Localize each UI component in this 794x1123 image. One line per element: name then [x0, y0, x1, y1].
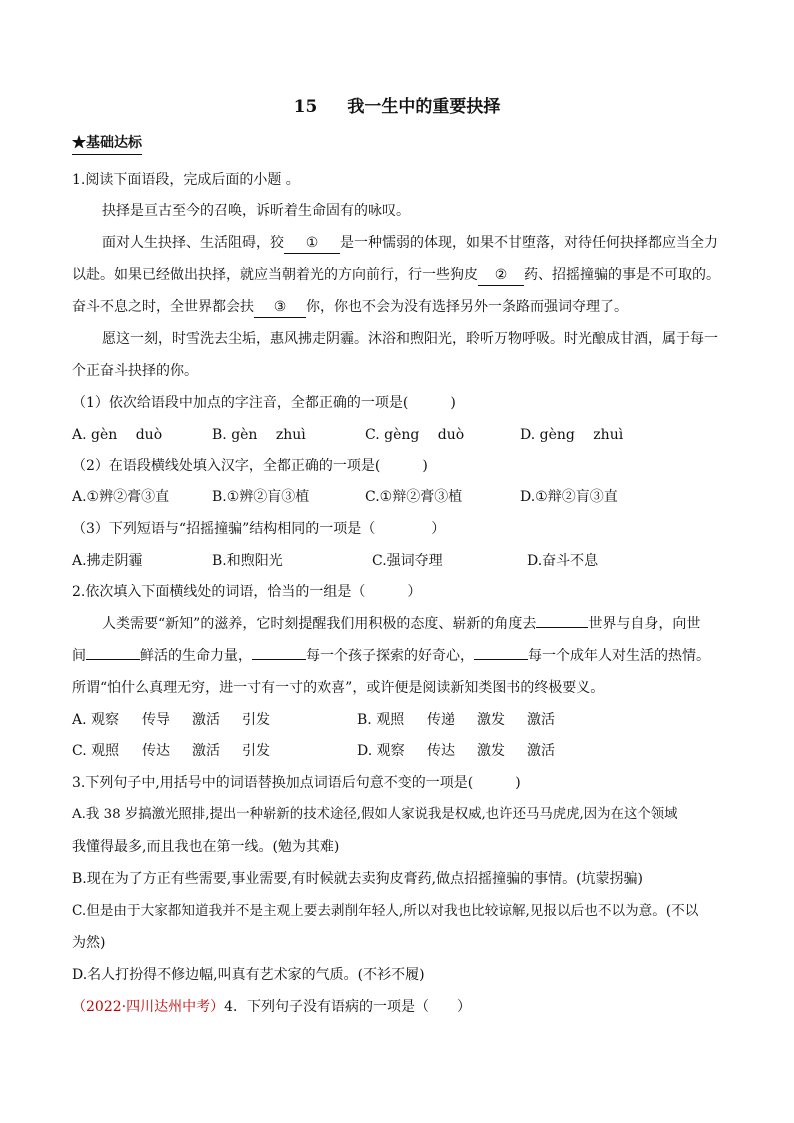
q1-paragraph-5: 愿这一刻，时雪洗去尘垢，惠风拂走阴霾。沐浴和煦阳光，聆听万物呼吸。时光酿成甘酒，属于每一	[102, 331, 718, 347]
q1-text: 是一种懦弱的体现，如果不甘堕落，对待任何抉择都应当全力	[340, 235, 718, 251]
q3-option-c-line-1[interactable]: C.但是由于大家都知道我并不是主观上要去剥削年轻人,所以对我也比较谅解,见报以后也不以为意。(不以	[72, 903, 699, 919]
q3-stem: 3.下列句子中,用括号中的词语替换加点词语后句意不变的一项是( )	[72, 775, 521, 791]
q2-option-word: 引发	[242, 743, 270, 759]
lesson-title: 我一生中的重要抉择	[347, 97, 501, 117]
q2-stem: 2.依次填入下面横线处的词语，恰当的一组是（ ）	[72, 584, 422, 600]
q1-paragraph-4	[72, 297, 628, 318]
q2-option-word: 引发	[242, 712, 270, 728]
q2-text: 每一个成年人对生活的热情。	[528, 648, 710, 664]
q2-option-word: 激活	[192, 712, 220, 728]
q2-option-word: 激活	[527, 743, 555, 759]
q2-option-a[interactable]	[72, 710, 270, 730]
q2-option-word: 传导	[142, 712, 170, 728]
q2-option-word: 传达	[427, 743, 455, 759]
page-title	[0, 97, 794, 117]
q2-option-word: 传达	[142, 743, 170, 759]
q2-option-word: 传递	[427, 712, 455, 728]
q1-paragraph-3	[72, 265, 720, 286]
q2-line-2	[72, 646, 710, 666]
q2-option-c[interactable]	[72, 741, 270, 761]
q3-option-d[interactable]: D.名人打扮得不修边幅,叫真有艺术家的气质。(不衫不履)	[72, 967, 425, 983]
q1-sub2-option-a[interactable]: A.①辨②膏③直	[72, 489, 170, 505]
q1-sub2-option-d[interactable]: D.①辩②肓③直	[520, 489, 618, 505]
q1-sub1-option-c[interactable]: C. gèng duò	[365, 427, 465, 443]
q2-text: 人类需要“新知”的滋养，它时刻提醒我们用积极的态度、崭新的角度去	[102, 616, 537, 632]
section-heading: ★基础达标	[72, 133, 142, 155]
q1-sub2-option-c[interactable]: C.①辩②膏③植	[365, 489, 463, 505]
q3-option-a-line-1[interactable]: A.我 38 岁搞激光照排,提出一种崭新的技术途径,假如人家说我是权威,也许还马马虎虎,因为在这个领域	[72, 807, 678, 822]
q1-text: 以赴。如果已经做出抉择，就应当朝着光的方向前行，行一些狗皮	[72, 267, 478, 283]
q1-sub1-option-d[interactable]: D. gèng zhuì	[520, 427, 624, 443]
q1-sub1-stem: （1）依次给语段中加点的字注音，全都正确的一项是( )	[72, 395, 456, 411]
q1-sub3-option-c[interactable]: C.强词夺理	[372, 553, 443, 569]
q4-source: （2022·四川达州中考）	[72, 999, 225, 1015]
q1-text: 面对人生抉择、生活阻碍，狡	[102, 235, 284, 251]
q1-sub1-option-b[interactable]: B. gèn zhuì	[212, 427, 306, 443]
lesson-number: 15	[293, 97, 318, 117]
q1-sub3-option-a[interactable]: A.拂走阴霾	[72, 553, 143, 569]
q1-text: 你，你也不会为没有选择另外一条路而强词夺理了。	[306, 299, 628, 315]
q2-text: 间	[72, 648, 86, 664]
q1-blank-1: ①	[284, 233, 340, 254]
q3-option-b[interactable]: B.现在为了方正有些需要,事业需要,有时候就去卖狗皮膏药,做点招摇撞骗的事情。(坑蒙拐骗)	[72, 871, 644, 887]
q1-blank-2: ②	[478, 265, 524, 286]
q2-line-3: 所谓“怕什么真理无穷，进一寸有一寸的欢喜”，或许便是阅读新知类图书的终极要义。	[72, 680, 605, 696]
q1-blank-3: ③	[254, 297, 306, 318]
q1-paragraph-1: 抉择是亘古至今的召唤，诉昕着生命固有的咏叹。	[102, 203, 410, 219]
q1-sub1-option-a[interactable]: A. gèn duò	[72, 427, 163, 443]
q1-sub3-stem: （3）下列短语与“招摇撞骗”结构相同的一项是（ ）	[72, 521, 446, 537]
q2-text: 鲜活的生命力量，	[140, 648, 252, 664]
q4-stem: 4．下列句子没有语病的一项是（ ）	[224, 999, 471, 1015]
q1-text: 药、招摇撞骗的事是不可取的。	[524, 267, 720, 283]
q2-text: 每一个孩子探索的好奇心，	[306, 648, 474, 664]
q2-blank-2	[86, 659, 140, 660]
q2-text: 世界与自身，向世	[588, 616, 701, 632]
q2-option-word: B. 观照	[357, 712, 405, 728]
q2-option-d[interactable]	[357, 741, 555, 761]
q3-option-c-line-2: 为然)	[72, 935, 106, 951]
q1-paragraph-6: 个正奋斗抉择的你。	[72, 363, 198, 379]
q2-option-word: 激发	[477, 743, 505, 759]
q1-sub2-stem: （2）在语段横线处填入汉字，全都正确的一项是( )	[72, 458, 428, 474]
q2-option-b[interactable]	[357, 710, 555, 730]
q1-sub3-option-b[interactable]: B.和煦阳光	[212, 553, 283, 569]
q2-option-word: 激发	[477, 712, 505, 728]
q1-text: 奋斗不息之时，全世界都会扶	[72, 299, 254, 315]
q1-sub2-option-b[interactable]: B.①辨②肓③植	[212, 489, 310, 505]
q2-option-word: 激活	[192, 743, 220, 759]
q2-blank-1	[536, 627, 588, 628]
q2-option-word: A. 观察	[72, 712, 120, 728]
q2-line-1	[102, 614, 700, 634]
q2-option-word: 激活	[527, 712, 555, 728]
q1-stem: 1.阅读下面语段，完成后面的小题 。	[72, 172, 300, 188]
q2-option-word: C. 观照	[72, 743, 120, 759]
q1-paragraph-2	[102, 233, 718, 254]
q3-option-a-line-2: 我懂得最多,而且我也在第一线。(勉为其难)	[72, 839, 340, 855]
q1-sub3-option-d[interactable]: D.奋斗不息	[527, 553, 599, 569]
q2-blank-3	[252, 659, 306, 660]
q4-line	[72, 997, 471, 1017]
q2-blank-4	[474, 659, 528, 660]
q2-option-word: D. 观察	[357, 743, 405, 759]
